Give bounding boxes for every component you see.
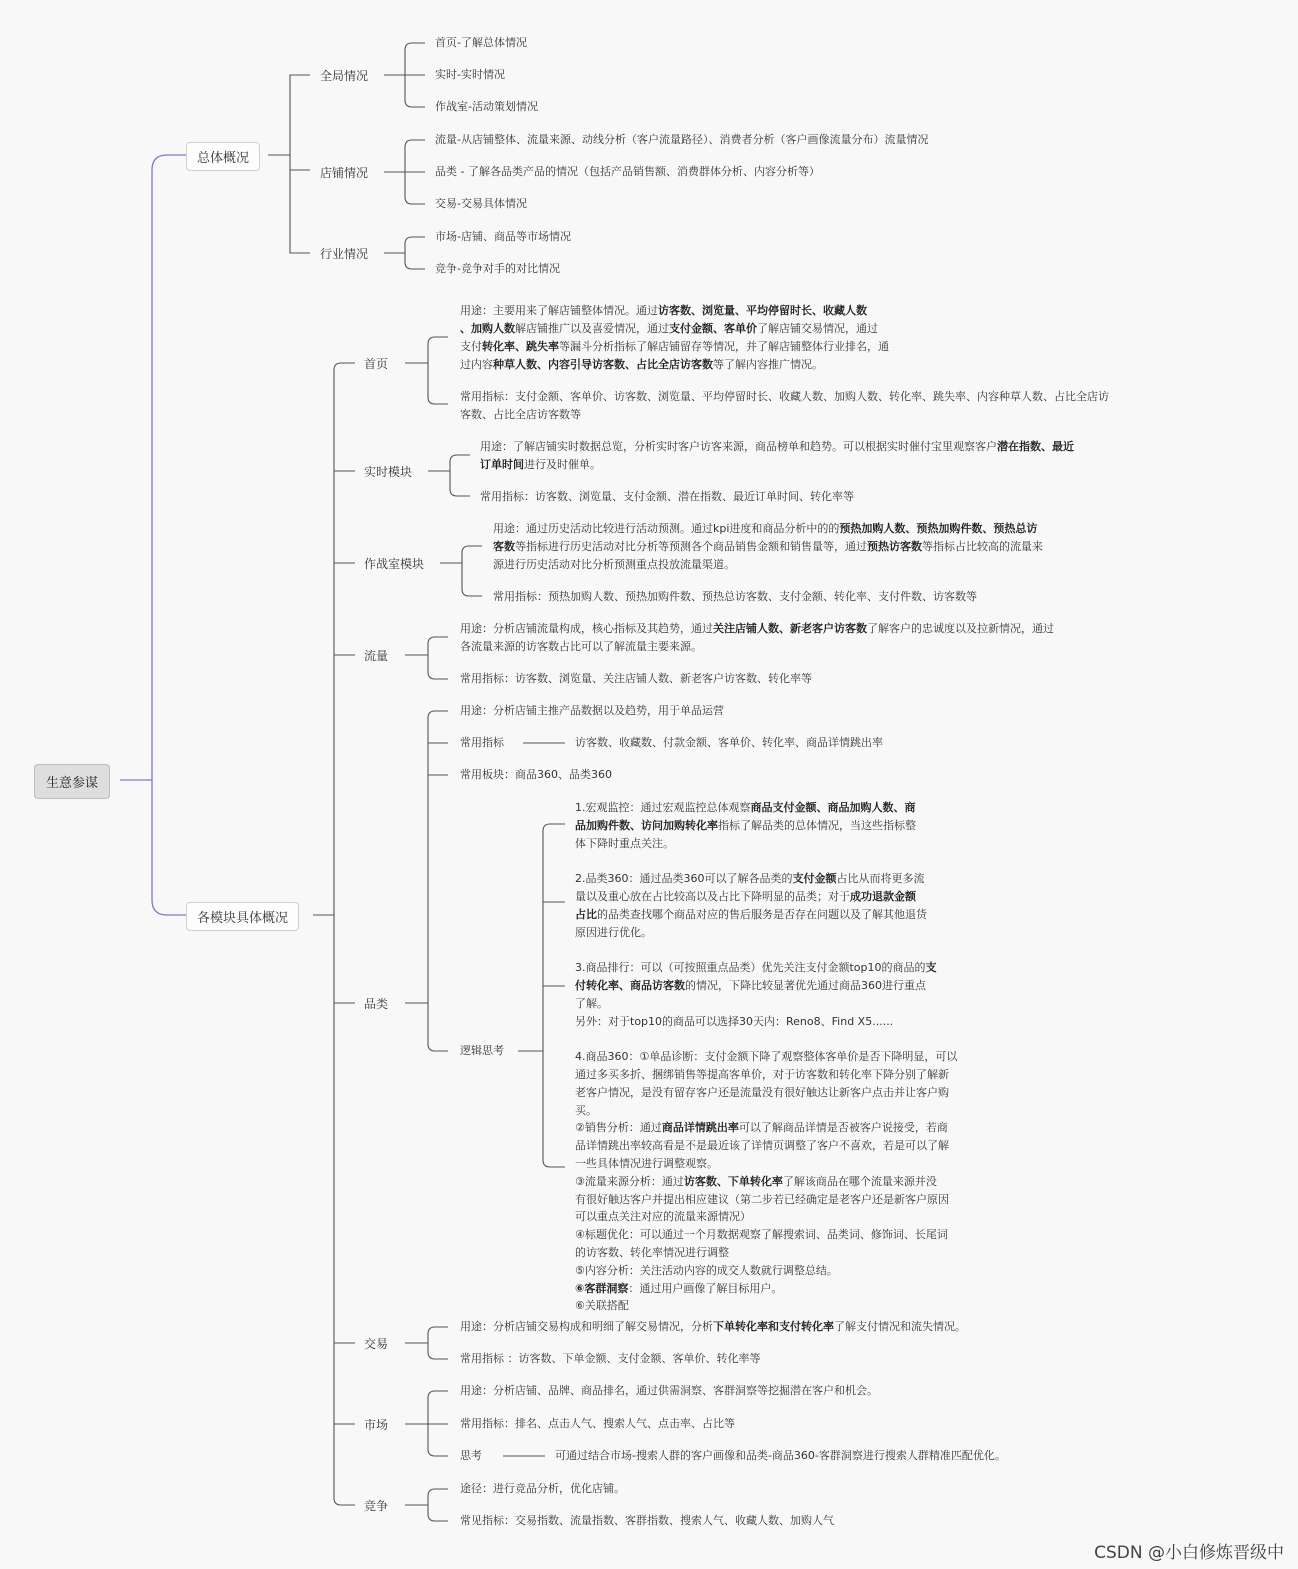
market-think-value: 可通过结合市场-搜索人群的客户画像和品类-商品360-客群洞察进行搜索人群精准匹配优化。 (555, 1449, 1006, 1462)
home-use-line: 支付转化率、跳失率等漏斗分析指标了解店铺留存等情况，并了解店铺整体行业排名，通 (460, 340, 889, 353)
home-use-line: 过内容种草人数、内容引导访客数、占比全店访客数等了解内容推广情况。 (460, 358, 823, 371)
realtime-metrics: 常用指标：访客数、浏览量、支付金额、潜在指数、最近订单时间、转化率等 (480, 490, 854, 503)
store-item: 交易-交易具体情况 (435, 197, 527, 210)
logic-line: 了解。 (575, 996, 608, 1010)
realtime-use-line: 用途：了解店铺实时数据总览，分析实时客户访客来源，商品榜单和趋势。可以根据实时催付宝里观察客户潜在指数、最近 (480, 440, 1074, 453)
logic-line: 占比的品类查找哪个商品对应的售后服务是否存在问题以及了解其他退货 (575, 907, 927, 921)
logic-line: ③流量来源分析：通过访客数、下单转化率了解该商品在哪个流量来源并没 (575, 1174, 937, 1188)
logic-line: 有很好触达客户并提出相应建议（第二步若已经确定是老客户还是新客户原因 (575, 1192, 949, 1206)
traffic-use-line: 各流量来源的访客数占比可以了解流量主要来源。 (460, 640, 702, 653)
logic-line: ⑥客群洞察：通过用户画像了解目标用户。 (575, 1281, 783, 1295)
logic-line: 的访客数、转化率情况进行调整 (575, 1246, 729, 1259)
home-metrics-line: 客数、占比全店访客数等 (460, 408, 581, 421)
overview-node[interactable]: 总体概况 (186, 142, 260, 171)
compete-node[interactable]: 竞争 (364, 1499, 389, 1513)
trade-use: 用途：分析店铺交易构成和明细了解交易情况，分析下单转化率和支付转化率了解支付情况和流失情况。 (460, 1320, 966, 1333)
realtime-use-line: 订单时间进行及时催单。 (480, 458, 601, 471)
logic-line: 体下降时重点关注。 (575, 836, 674, 850)
traffic-use-line: 用途：分析店铺流量构成，核心指标及其趋势，通过关注店铺人数、新老客户访客数了解客户的忠诚度以及拉新情况，通过 (460, 622, 1054, 635)
store-node[interactable]: 店铺情况 (320, 166, 369, 180)
warroom-use-line: 源进行历史活动对比分析预测重点投放流量渠道。 (493, 558, 735, 571)
logic-line: 品加购件数、访问加购转化率指标了解品类的总体情况，当这些指标整 (575, 818, 916, 832)
realtime-node[interactable]: 实时模块 (364, 465, 413, 479)
market-think-label[interactable]: 思考 (460, 1449, 482, 1462)
logic-line: 2.品类360：通过品类360可以了解各品类的支付金额占比从而将更多流 (575, 872, 925, 886)
logic-line: 付转化率、商品访客数的情况，下降比较显著优先通过商品360进行重点 (575, 979, 926, 992)
warroom-metrics: 常用指标：预热加购人数、预热加购件数、预热总访客数、支付金额、转化率、支付件数、访客数等 (493, 590, 977, 603)
category-use: 用途：分析店铺主推产品数据以及趋势，用于单品运营 (460, 704, 724, 717)
logic-line: 品详情跳出率较高看是不是最近该了详情页调整了客户不喜欢，若是可以了解 (575, 1139, 949, 1153)
market-use: 用途：分析店铺、品牌、商品排名，通过供需洞察、客群洞察等挖掘潜在客户和机会。 (460, 1384, 878, 1397)
global-item: 首页-了解总体情况 (435, 36, 527, 49)
watermark: CSDN @小白修炼晋级中 (1094, 1543, 1284, 1563)
industry-item: 市场-店铺、商品等市场情况 (435, 230, 571, 243)
global-item: 实时-实时情况 (435, 68, 505, 81)
root-node[interactable]: 生意参谋 (34, 764, 110, 799)
compete-use: 途径：进行竞品分析，优化店铺。 (460, 1482, 625, 1495)
global-item: 作战室-活动策划情况 (435, 100, 538, 113)
logic-line: ④标题优化：可以通过一个月数据观察了解搜索词、品类词、修饰词、长尾词 (575, 1228, 948, 1242)
store-item: 流量-从店铺整体、流量来源、动线分析（客户流量路径）、消费者分析（客户画像流量分布）流量情况 (435, 133, 929, 146)
logic-line: ②销售分析：通过商品详情跳出率可以了解商品详情是否被客户说接受，若商 (575, 1121, 948, 1135)
logic-line: 老客户情况，是没有留存客户还是流量没有很好触达让新客户点击并让客户购 (575, 1085, 949, 1099)
market-node[interactable]: 市场 (364, 1418, 389, 1432)
industry-node[interactable]: 行业情况 (320, 247, 369, 261)
trade-node[interactable]: 交易 (364, 1337, 389, 1351)
warroom-use-line: 客数等指标进行历史活动对比分析等预测各个商品销售金额和销售量等，通过预热访客数等指标占比较高的流量来 (493, 540, 1043, 553)
home-node[interactable]: 首页 (364, 357, 389, 371)
logic-line: 量以及重心放在占比较高以及占比下降明显的品类；对于成功退款金额 (575, 890, 916, 903)
market-metrics: 常用指标：排名、点击人气、搜索人气、点击率、占比等 (460, 1417, 735, 1430)
category-metrics-value: 访客数、收藏数、付款金额、客单价、转化率、商品详情跳出率 (575, 736, 883, 749)
warroom-use-line: 用途：通过历史活动比较进行活动预测。通过kpi进度和商品分析中的的预热加购人数、预热加购件数、预热总访 (493, 522, 1038, 535)
logic-line: 1.宏观监控：通过宏观监控总体观察商品支付金额、商品加购人数、商 (575, 801, 916, 814)
logic-line: 另外：对于top10的商品可以选择30天内：Reno8、Find X5...... (575, 1014, 894, 1028)
logic-line: 买。 (575, 1103, 597, 1117)
category-metrics-label[interactable]: 常用指标 (460, 736, 504, 749)
logic-line: 可以重点关注对应的流量来源情况） (575, 1210, 751, 1224)
logic-line: 4.商品360：①单品诊断：支付金额下降了观察整体客单价是否下降明显，可以 (575, 1050, 958, 1064)
home-use-line: 用途：主要用来了解店铺整体情况。通过访客数、浏览量、平均停留时长、收藏人数 (460, 304, 867, 317)
traffic-metrics: 常用指标：访客数、浏览量、关注店铺人数、新老客户访客数、转化率等 (460, 672, 812, 685)
modules-node[interactable]: 各模块具体概况 (186, 902, 299, 931)
global-node[interactable]: 全局情况 (320, 69, 369, 83)
traffic-node[interactable]: 流量 (364, 649, 389, 663)
logic-line: ⑤内容分析：关注活动内容的成交人数就行调整总结。 (575, 1263, 838, 1277)
trade-metrics: 常用指标 ：访客数、下单金额、支付金额、客单价、转化率等 (460, 1352, 761, 1365)
industry-item: 竞争-竞争对手的对比情况 (435, 262, 560, 275)
warroom-node[interactable]: 作战室模块 (364, 557, 425, 571)
compete-metrics: 常见指标：交易指数、流量指数、客群指数、搜索人气、收藏人数、加购人气 (460, 1514, 834, 1527)
logic-node[interactable]: 逻辑思考 (460, 1044, 504, 1057)
store-item: 品类 - 了解各品类产品的情况（包括产品销售额、消费群体分析、内容分析等） (435, 165, 820, 178)
home-use-line: 、加购人数解店铺推广以及喜爱情况，通过支付金额、客单价了解店铺交易情况，通过 (460, 322, 878, 335)
logic-line: 一些具体情况进行调整观察。 (575, 1157, 718, 1170)
logic-line: 原因进行优化。 (575, 925, 652, 939)
logic-line: 3.商品排行：可以（可按照重点品类）优先关注支付金额top10的商品的支 (575, 961, 937, 975)
category-boards: 常用板块：商品360、品类360 (460, 768, 612, 781)
logic-line: ⑥关联搭配 (575, 1299, 629, 1313)
home-metrics-line: 常用指标：支付金额、客单价、访客数、浏览量、平均停留时长、收藏人数、加购人数、转化率、跳失率、内容种草人数、占比全店访 (460, 390, 1109, 403)
category-node[interactable]: 品类 (364, 997, 389, 1011)
logic-line: 通过多买多折、捆绑销售等提高客单价，对于访客数和转化率下降分别了解新 (575, 1068, 949, 1081)
